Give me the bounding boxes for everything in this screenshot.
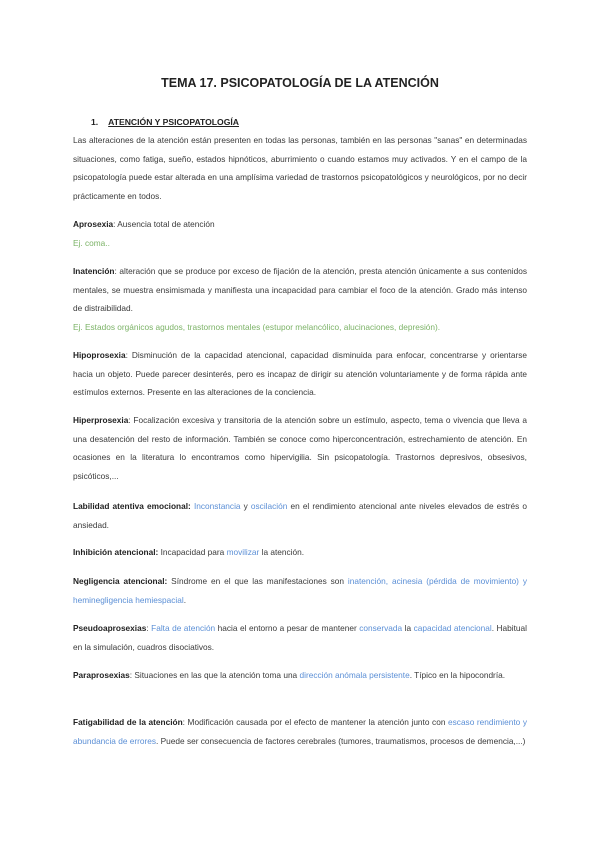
highlight: capacidad atencional xyxy=(413,623,492,633)
hipoprosexia-paragraph xyxy=(73,346,527,402)
inatencion-example: Ej. Estados orgánicos agudos, trastornos mentales (estupor melancólico, alucinaciones, depresión). xyxy=(73,322,441,332)
section-title: ATENCIÓN Y PSICOPATOLOGÍA xyxy=(108,117,240,127)
text: . xyxy=(183,594,187,605)
term: Hipoprosexia xyxy=(73,350,126,360)
negligencia-paragraph xyxy=(73,572,527,609)
term: Inhibición atencional: xyxy=(73,547,159,557)
highlight: oscilación xyxy=(250,501,288,511)
highlight: movilizar xyxy=(226,547,260,557)
term: Fatigabilidad de la atención xyxy=(73,717,183,727)
aprosexia-example: Ej. coma.. xyxy=(73,238,110,248)
highlight: Falta de atención xyxy=(151,623,216,633)
term: Pseudoaprosexias xyxy=(73,623,147,633)
text: : Modificación causada por el efecto de mantener la atención junto con xyxy=(182,717,449,727)
text: y xyxy=(240,501,251,511)
highlight: dirección anómala persistente xyxy=(299,670,410,680)
text: la xyxy=(402,623,414,633)
text: en el rendimiento atencional ante niveles elevados de estrés o ansiedad. xyxy=(73,501,528,530)
text: Síndrome en el que las manifestaciones son xyxy=(167,576,348,586)
term: Labilidad atentiva emocional: xyxy=(73,501,191,511)
inhibicion-paragraph xyxy=(73,543,527,562)
definition: : Ausencia total de atención xyxy=(113,219,215,229)
text: . Puede ser consecuencia de factores cerebrales (tumores, traumatismos, procesos de demencia,...) xyxy=(156,735,526,746)
text: . Típico en la hipocondría. xyxy=(409,670,506,680)
aprosexia-paragraph xyxy=(73,215,527,234)
paraprosexias-paragraph xyxy=(73,666,527,685)
term: Paraprosexias xyxy=(73,670,130,680)
highlight: Inconstancia xyxy=(193,501,241,511)
definition: : Disminución de la capacidad atencional, capacidad disminuida para enfocar, concentrarse y orientarse hacia un objeto. Puede parecer desinterés, pero es incapaz de dirigir su atención voluntariamente y de forma rápida ante estímulos externos. Presente en las alteraciones de la conciencia. xyxy=(73,350,527,397)
text: : xyxy=(146,623,152,633)
highlight: conservada xyxy=(359,623,403,633)
page-title: TEMA 17. PSICOPATOLOGÍA DE LA ATENCIÓN xyxy=(161,76,439,90)
highlight: inatención, acinesia (pérdida de movimiento) y heminegligencia hemiespacial xyxy=(73,576,527,605)
term: Inatención xyxy=(73,266,115,276)
definition: : alteración que se produce por exceso de fijación de la atención, presta atención únicamente a sus contenidos mentales, se muestra ensimismada y manifiesta una incapacidad para cambiar el foco de la atención. Grado más intenso de distraibilidad. xyxy=(73,266,527,313)
term: Aprosexia xyxy=(73,219,114,229)
labilidad-paragraph xyxy=(73,497,527,534)
text: Incapacidad para xyxy=(158,547,227,557)
fatigabilidad-paragraph xyxy=(73,713,527,750)
term: Negligencia atencional: xyxy=(73,576,168,586)
highlight: escaso rendimiento y abundancia de errores xyxy=(73,717,527,746)
text: . Habitual en la simulación, cuadros disociativos. xyxy=(73,623,527,652)
inatencion-paragraph xyxy=(73,262,527,318)
intro-paragraph: Las alteraciones de la atención están presenten en todas las personas, también en las personas "sanas" en determinadas situaciones, como fatiga, sueño, estados hipnóticos, aburrimiento o cuando estamos muy activados. Y en el campo de la psicopatología puede estar alterada en una amplísima variedad de trastornos psicopatológicos y neurológicos, por no decir prácticamente en todos. xyxy=(73,135,527,201)
text: hacia el entorno a pesar de mantener xyxy=(215,623,360,633)
section-number: 1. xyxy=(91,117,99,127)
definition: : Focalización excesiva y transitoria de la atención sobre un estímulo, aspecto, tema o vivencia que lleva a una desatención del resto de información. También se conoce como hiperconcentración, estrechamiento de atención. En ocasiones en la literatura lo encontramos como hipervigilia. Sin psicopatología. Trastornos depresivos, obsesivos, psicóticos,... xyxy=(73,415,527,481)
text: : Situaciones en las que la atención toma una xyxy=(129,670,300,680)
text: la atención. xyxy=(259,547,305,557)
pseudoaprosexias-paragraph xyxy=(73,619,527,656)
hiperprosexia-paragraph xyxy=(73,411,527,485)
term: Hiperprosexia xyxy=(73,415,129,425)
section-heading xyxy=(91,117,239,127)
